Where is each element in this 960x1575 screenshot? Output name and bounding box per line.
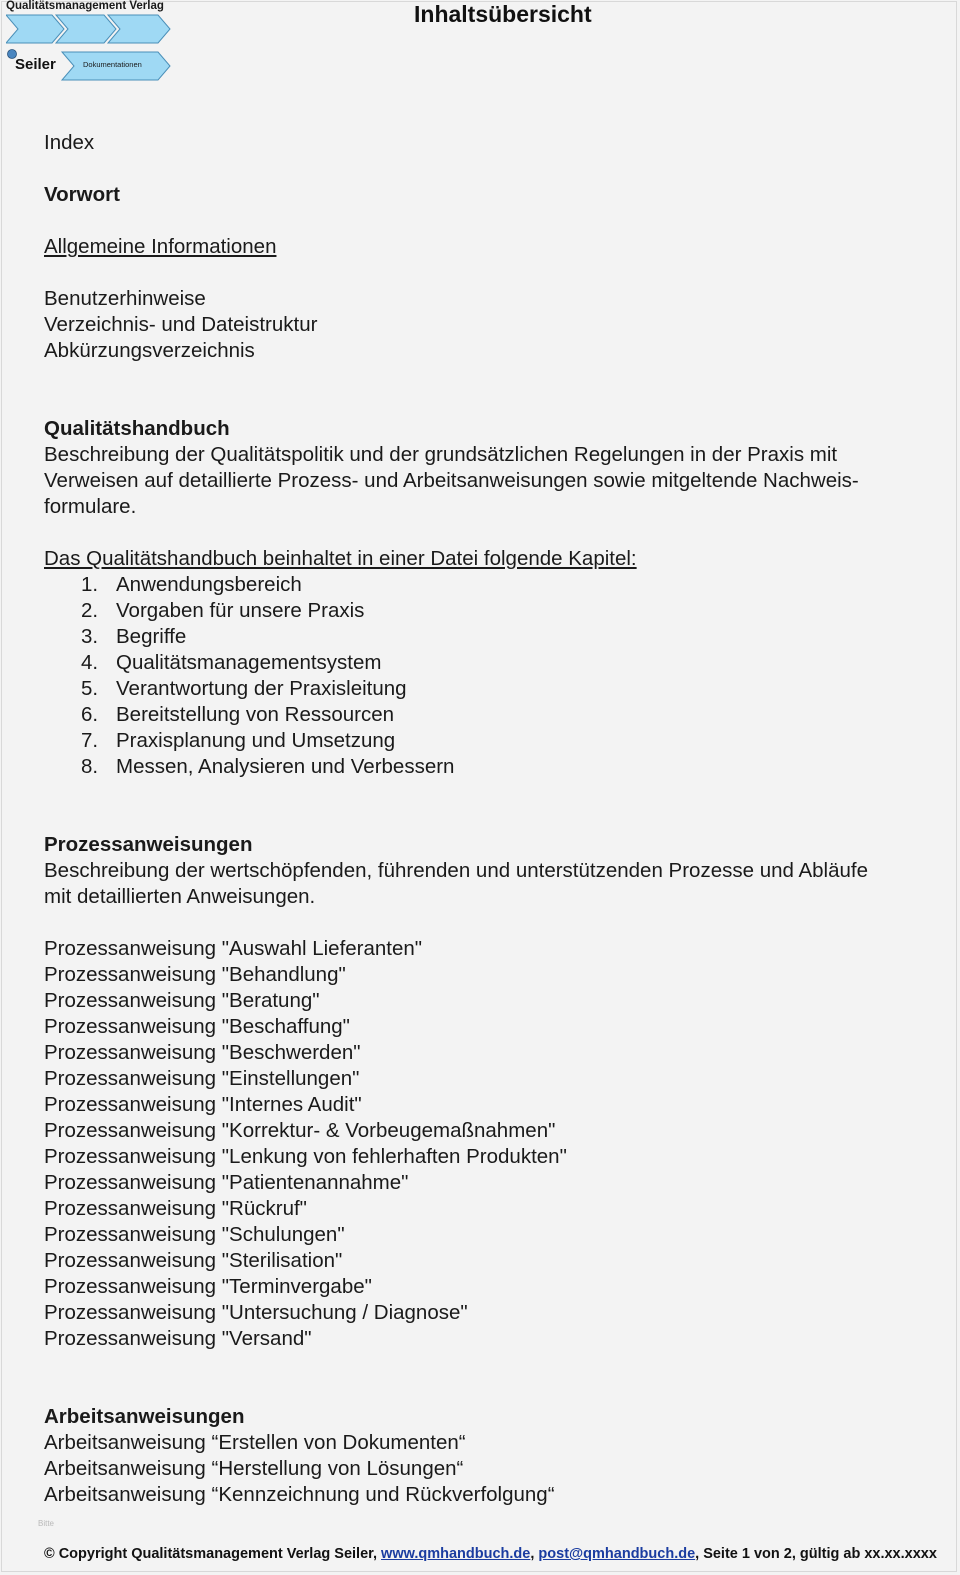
arbeit-heading: Arbeitsanweisungen: [44, 1405, 245, 1428]
spacer: [44, 780, 956, 832]
spacer: [44, 156, 956, 182]
chapter-number: 3.: [81, 625, 99, 648]
prozess-list: [44, 936, 956, 1352]
chapter-item: [44, 754, 956, 780]
spacer: [44, 910, 956, 936]
logo-name: Seiler: [15, 56, 56, 73]
list-item: Prozessanweisung "Schulungen": [44, 1223, 345, 1246]
list-item: Verzeichnis- und Dateistruktur: [44, 313, 318, 336]
vorwort-heading: Vorwort: [44, 183, 120, 206]
chapter-label: Begriffe: [116, 625, 187, 648]
prozess-heading: Prozessanweisungen: [44, 833, 253, 856]
footer-copyright: © Copyright Qualitätsmanagement Verlag Seiler,: [44, 1546, 382, 1562]
chapter-item: [44, 598, 956, 624]
chapter-number: 7.: [81, 729, 99, 752]
list-item: Prozessanweisung "Beschaffung": [44, 1015, 350, 1038]
arbeit-list: [44, 1430, 956, 1508]
allgemein-list: [44, 286, 956, 364]
list-item: Arbeitsanweisung “Kennzeichnung und Rückverfolgung“: [44, 1483, 555, 1506]
list-item: Prozessanweisung "Versand": [44, 1327, 312, 1350]
footer-email-link[interactable]: post@qmhandbuch.de: [538, 1546, 696, 1562]
chapter-label: Anwendungsbereich: [116, 573, 302, 596]
list-item: Prozessanweisung "Einstellungen": [44, 1067, 360, 1090]
list-item: Arbeitsanweisung “Herstellung von Lösungen“: [44, 1457, 464, 1480]
logo-title: Qualitätsmanagement Verlag: [6, 0, 164, 12]
list-item: Arbeitsanweisung “Erstellen von Dokumenten“: [44, 1431, 466, 1454]
spacer: [44, 364, 956, 416]
logo-subtitle: Dokumentationen: [83, 60, 142, 69]
chapter-item: [44, 572, 956, 598]
spacer: [44, 208, 956, 234]
spacer: [44, 520, 956, 546]
list-item: Abkürzungsverzeichnis: [44, 339, 255, 362]
chapter-label: Bereitstellung von Ressourcen: [116, 703, 395, 726]
list-item: Prozessanweisung "Patientenannahme": [44, 1171, 409, 1194]
chapter-label: Messen, Analysieren und Verbessern: [116, 755, 455, 778]
footer-separator: ,: [530, 1546, 539, 1562]
chapter-number: 4.: [81, 651, 99, 674]
list-item: Prozessanweisung "Behandlung": [44, 963, 346, 986]
chapter-item: [44, 624, 956, 650]
list-item: Prozessanweisung "Lenkung von fehlerhaften Produkten": [44, 1145, 567, 1168]
list-item: Prozessanweisung "Sterilisation": [44, 1249, 343, 1272]
publisher-logo: [6, 0, 176, 82]
page-title: Inhaltsübersicht: [414, 1, 592, 27]
prozess-description-line: mit detaillierten Anweisungen.: [44, 885, 316, 908]
prozess-description-line: Beschreibung der wertschöpfenden, führenden und unterstützenden Prozesse und Abläufe: [44, 859, 868, 882]
footer: [44, 1546, 937, 1562]
chapter-item: [44, 702, 956, 728]
chapter-label: Verantwortung der Praxisleitung: [116, 677, 407, 700]
list-item: Prozessanweisung "Korrektur- & Vorbeugemaßnahmen": [44, 1119, 556, 1142]
list-item: Benutzerhinweise: [44, 287, 206, 310]
chapter-number: 5.: [81, 677, 99, 700]
chapter-label: Qualitätsmanagementsystem: [116, 651, 382, 674]
index-label: Index: [44, 131, 95, 154]
chapter-item: [44, 728, 956, 754]
list-item: Prozessanweisung "Beschwerden": [44, 1041, 361, 1064]
list-item: Prozessanweisung "Terminvergabe": [44, 1275, 372, 1298]
chapter-number: 2.: [81, 599, 99, 622]
chapter-item: [44, 650, 956, 676]
chapter-list: [44, 572, 956, 780]
chapter-item: [44, 676, 956, 702]
logo-arrow-1: [6, 15, 64, 43]
list-item: Prozessanweisung "Untersuchung / Diagnose": [44, 1301, 468, 1324]
table-of-contents: [44, 130, 956, 1508]
qhb-description-line: Beschreibung der Qualitätspolitik und der grundsätzlichen Regelungen in der Praxis mit: [44, 443, 838, 466]
qhb-description-line: Verweisen auf detaillierte Prozess- und Arbeitsanweisungen sowie mitgeltende Nachweis-: [44, 469, 859, 492]
faint-mark: Bitte: [38, 1519, 55, 1528]
list-item: Prozessanweisung "Auswahl Lieferanten": [44, 937, 423, 960]
logo-arrow-2: [56, 15, 116, 43]
footer-page-info: , Seite 1 von 2, gültig ab xx.xx.xxxx: [695, 1546, 937, 1562]
list-item: Prozessanweisung "Beratung": [44, 989, 320, 1012]
list-item: Prozessanweisung "Rückruf": [44, 1197, 307, 1220]
chapter-number: 6.: [81, 703, 99, 726]
qhb-chapters-intro: Das Qualitätshandbuch beinhaltet in einer Datei folgende Kapitel:: [44, 547, 637, 570]
spacer: [44, 1352, 956, 1404]
qhb-heading: Qualitätshandbuch: [44, 417, 230, 440]
footer-website-link[interactable]: www.qmhandbuch.de: [381, 1546, 531, 1562]
qhb-description-line: formulare.: [44, 495, 137, 518]
chapter-number: 8.: [81, 755, 99, 778]
list-item: Prozessanweisung "Internes Audit": [44, 1093, 362, 1116]
chapter-label: Praxisplanung und Umsetzung: [116, 729, 396, 752]
spacer: [44, 260, 956, 286]
chapter-label: Vorgaben für unsere Praxis: [116, 599, 365, 622]
chapter-number: 1.: [81, 573, 99, 596]
allgemein-heading: Allgemeine Informationen: [44, 235, 277, 258]
logo-arrow-3: [108, 15, 170, 43]
